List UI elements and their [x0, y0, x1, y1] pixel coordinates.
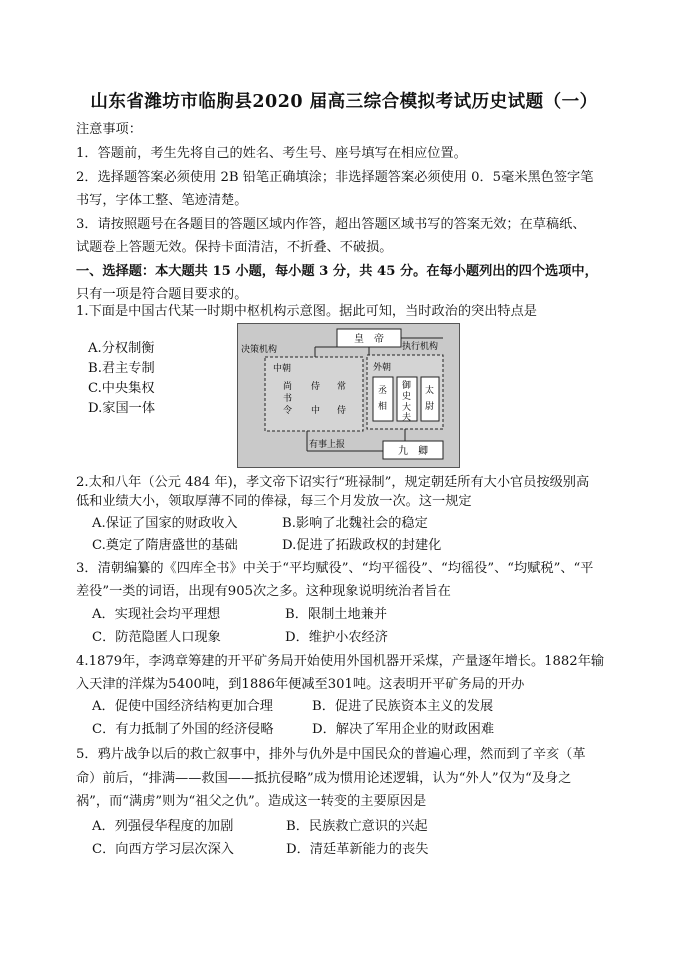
- q1-option-b[interactable]: B.君主专制: [88, 361, 155, 376]
- notice-item-3-cont: 试题卷上答题无效。保持卡面清洁，不折叠、不破损。: [76, 240, 393, 255]
- notice-heading: 注意事项：: [76, 122, 142, 137]
- question-4-stem-1: 4.1879年，李鸿章筹建的开平矿务局开始使用外国机器开采煤，产量逐年增长。1882年输: [76, 654, 605, 669]
- q2-option-d[interactable]: D.促进了拓跋政权的封建化: [282, 538, 442, 553]
- notice-item-3: 3．请按照题号在各题目的答题区域内作答，超出答题区域书写的答案无效；在草稿纸、: [76, 217, 586, 232]
- q4-option-d[interactable]: D．解决了军用企业的财政困难: [312, 722, 495, 737]
- report-label: 有事上报: [309, 440, 346, 450]
- question-4-stem-2: 入天津的洋煤为5400吨，到1886年便减至301吨。这表明开平矿务局的开办: [76, 677, 525, 692]
- notice-item-2: 2．选择题答案必须使用 2B 铅笔正确填涂；非选择题答案必须使用 0．5毫米黑色签字笔: [76, 170, 594, 185]
- question-5-stem-3: 祸”，而“满虏”则为“祖父之仇”。造成这一转变的主要原因是: [76, 794, 427, 809]
- q1-option-d[interactable]: D.家国一体: [88, 401, 156, 416]
- q1-option-c[interactable]: C.中央集权: [88, 381, 155, 396]
- q4-option-a[interactable]: A．促使中国经济结构更加合理: [92, 699, 273, 714]
- emperor-label: 皇 帝: [354, 334, 384, 345]
- q2-option-a[interactable]: A.保证了国家的财政收入: [92, 516, 238, 531]
- notice-item-1: 1．答题前，考生先将自己的姓名、考生号、座号填写在相应位置。: [76, 146, 467, 161]
- zhongchao-label: 中朝: [273, 364, 292, 374]
- notice-item-2-cont: 书写，字体工整、笔迹清楚。: [76, 193, 248, 208]
- decision-label: 决策机构: [241, 345, 278, 355]
- page-title: 山东省潍坊市临朐县2020 届高三综合模拟考试历史试题（一）: [90, 92, 598, 112]
- q5-option-b[interactable]: B．民族救亡意识的兴起: [286, 819, 428, 834]
- question-2-stem-2: 低和业绩大小，领取厚薄不同的俸禄，每三个月发放一次。这一规定: [76, 494, 472, 509]
- q2-option-c[interactable]: C.奠定了隋唐盛世的基础: [92, 538, 238, 553]
- question-5-stem-1: 5．鸦片战争以后的救亡叙事中，排外与仇外是中国民众的普遍心理，然而到了辛亥（革: [76, 747, 586, 762]
- q4-option-b[interactable]: B．促进了民族资本主义的发展: [312, 699, 494, 714]
- q2-option-b[interactable]: B.影响了北魏社会的稳定: [282, 516, 428, 531]
- jiuqing-label: 九 卿: [398, 446, 428, 457]
- execution-label: 执行机构: [402, 342, 439, 352]
- q3-option-b[interactable]: B．限制土地兼并: [285, 607, 388, 622]
- shangshuling-label: 尚书令: [283, 382, 293, 416]
- section-heading-cont: 只有一项是符合题目要求的。: [76, 287, 248, 302]
- q5-option-c[interactable]: C．向西方学习层次深入: [92, 842, 234, 857]
- section-heading: 一、选择题：本大题共 15 小题，每小题 3 分，共 45 分。在每小题列出的四个选项中，: [76, 264, 598, 279]
- chengxiang-label: 丞相: [378, 386, 388, 412]
- q1-option-a[interactable]: A.分权制衡: [88, 341, 155, 356]
- taiwei-label: 太尉: [425, 386, 435, 412]
- q4-option-c[interactable]: C．有力抵制了外国的经济侵略: [92, 722, 274, 737]
- question-5-stem-2: 命）前后，“排满——救国——抵抗侵略”成为惯用论述逻辑，认为“外人”仅为“及身之: [76, 771, 572, 786]
- q3-option-d[interactable]: D．维护小农经济: [285, 630, 388, 645]
- question-1-stem: 1.下面是中国古代某一时期中枢机构示意图。据此可知，当时政治的突出特点是: [76, 304, 537, 319]
- question-3-stem-1: 3．清朝编纂的《四库全书》中关于“平均赋役”、“均平徭役”、“均徭役”、“均赋税”、“平: [76, 561, 594, 576]
- changshi-label: 常侍: [337, 382, 347, 416]
- central-institutions-diagram: [237, 323, 460, 468]
- q5-option-d[interactable]: D．清廷革新能力的丧失: [286, 842, 429, 857]
- q5-option-a[interactable]: A．列强侵华程度的加剧: [92, 819, 234, 834]
- q3-option-a[interactable]: A．实现社会均平理想: [92, 607, 221, 622]
- waichao-label: 外朝: [373, 363, 392, 373]
- shizhong-label: 侍中: [311, 382, 321, 416]
- question-3-stem-2: 差役”一类的词语，出现有905次之多。这种现象说明统治者旨在: [76, 584, 451, 599]
- q3-option-c[interactable]: C．防范隐匿人口现象: [92, 630, 221, 645]
- yushidafu-label: 御史大夫: [402, 381, 412, 423]
- question-2-stem-1: 2.太和八年（公元 484 年)，孝文帝下诏实行“班禄制”，规定朝廷所有大小官员按级别高: [76, 475, 590, 490]
